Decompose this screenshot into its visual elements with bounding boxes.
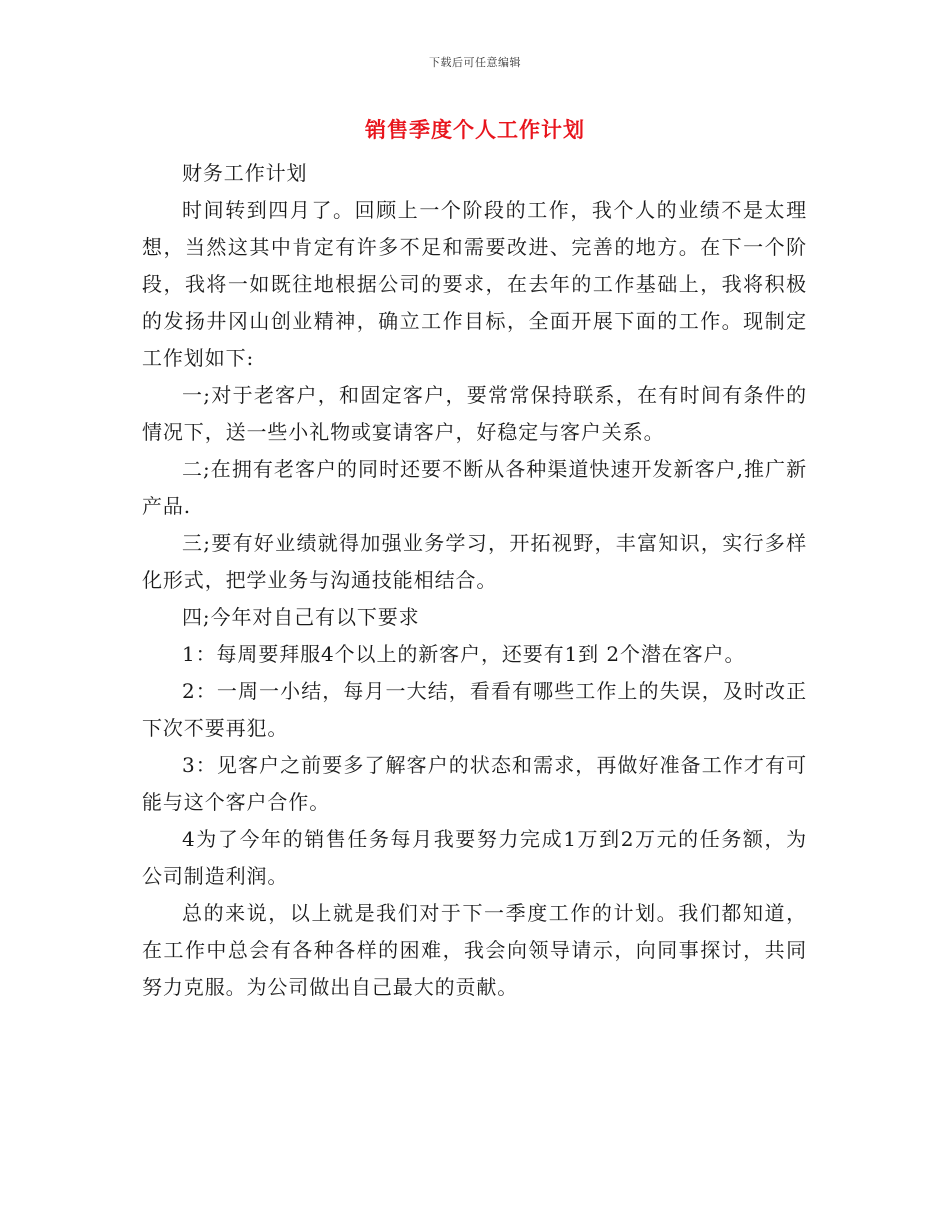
plan-item-1: 一;对于老客户，和固定客户，要常常保持联系，在有时间有条件的情况下，送一些小礼物或宴请客户，好稳定与客户关系。 [142,383,807,444]
intro-paragraph: 时间转到四月了。回顾上一个阶段的工作，我个人的业绩不是太理想，当然这其中肯定有许多不足和需要改进、完善的地方。在下一个阶段，我将一如既往地根据公司的要求，在去年的工作基础上，我将积极的发扬井冈山创业精神，确立工作目标，全面开展下面的工作。现制定工作划如下: [142,198,807,370]
document-body [142,155,807,1006]
section-heading: 财务工作计划 [182,161,308,185]
plan-item-4: 四;今年对自己有以下要求 [182,605,420,629]
document-title: 销售季度个人工作计划 [365,118,585,142]
conclusion-paragraph: 总的来说，以上就是我们对于下一季度工作的计划。我们都知道，在工作中总会有各种各样的困难，我会向领导请示，向同事探讨，共同努力克服。为公司做出自己最大的贡献。 [142,901,807,999]
plan-item-3: 三;要有好业绩就得加强业务学习，开拓视野，丰富知识，实行多样化形式，把学业务与沟通技能相结合。 [142,531,807,592]
header-note: 下载后可任意编辑 [429,56,521,69]
requirement-4: 4为了今年的销售任务每月我要努力完成1万到2万元的任务额，为公司制造利润。 [142,827,807,888]
requirement-1: 1：每周要拜服4个以上的新客户，还要有1到 2个潜在客户。 [182,642,746,666]
plan-item-2: 二;在拥有老客户的同时还要不断从各种渠道快速开发新客户,推广新产品. [142,457,807,518]
requirement-3: 3：见客户之前要多了解客户的状态和需求，再做好准备工作才有可能与这个客户合作。 [142,753,807,814]
requirement-2: 2：一周一小结，每月一大结，看看有哪些工作上的失误，及时改正下次不要再犯。 [142,679,807,740]
